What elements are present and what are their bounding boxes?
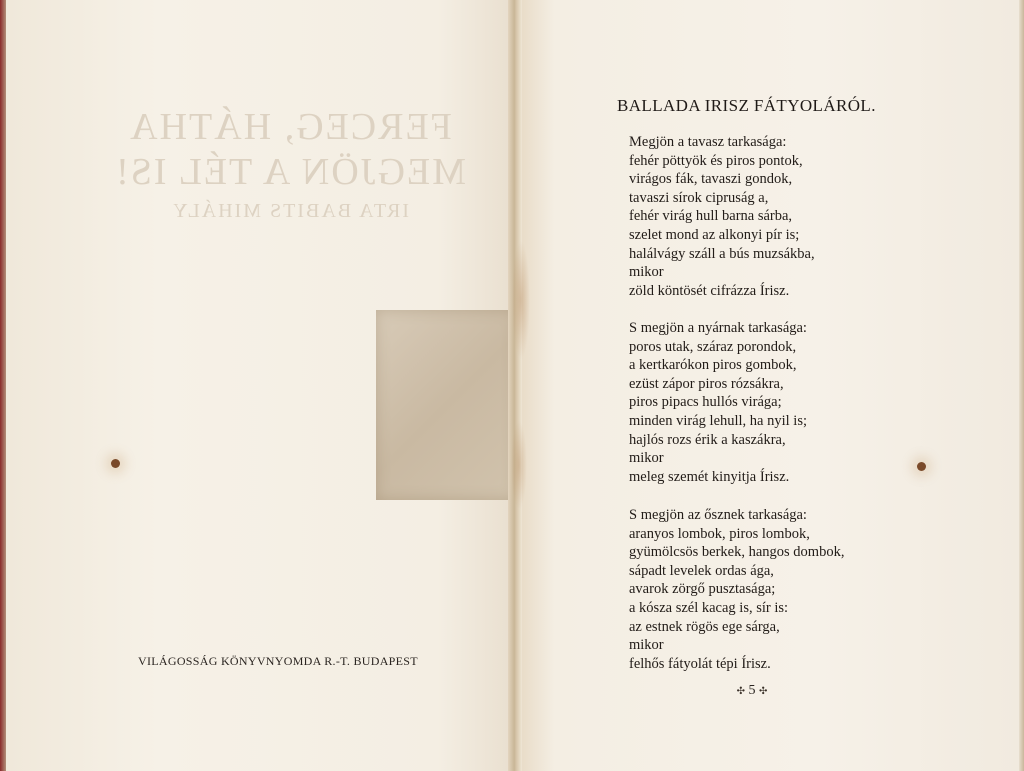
pinhole-left	[111, 459, 120, 468]
show-through-text-1: FERCEG, HÁTHA	[128, 106, 452, 148]
ornament-icon: ✣	[736, 686, 745, 697]
page-number-value: 5	[748, 683, 756, 698]
pinhole-right	[917, 462, 926, 471]
verse-line: Megjön a tavasz tarkasága:	[629, 134, 787, 150]
paper-stain-patch	[376, 310, 516, 500]
ornament-icon: ✣	[759, 686, 768, 697]
verse-line: minden virág lehull, ha nyil is;	[629, 412, 808, 429]
verse-line: a kósza szél kacag is, sír is:	[629, 599, 789, 616]
show-through-text-2: MEGJÖN A TÉL IS!	[114, 151, 466, 193]
verse-line: sápadt levelek ordas ága,	[629, 562, 774, 579]
show-through-text-3: IRTA BABITS MIHÁLY	[171, 200, 409, 222]
verse-line: fehér virág hull barna sárba,	[629, 208, 793, 225]
verse-line: zöld köntösét cifrázza Írisz.	[629, 282, 790, 299]
verse-line: piros pipacs hullós virága;	[629, 394, 782, 411]
verse-line: hajlós rozs érik a kaszákra,	[629, 431, 786, 448]
verse-line: tavaszi sírok cipruság a,	[629, 189, 769, 206]
stanza	[629, 319, 899, 486]
page-number	[722, 683, 782, 699]
verse-line: mikor	[629, 450, 664, 467]
verse-line: ezüst zápor piros rózsákra,	[629, 375, 784, 392]
verse-line: S megjön a nyárnak tarkasága:	[629, 320, 807, 336]
verse-line: az estnek rögös ege sárga,	[629, 618, 780, 635]
verse-line: poros utak, száraz porondok,	[629, 338, 797, 355]
verse-line: virágos fák, tavaszi gondok,	[629, 171, 793, 188]
stanza	[629, 506, 899, 673]
foxing-spot	[511, 420, 527, 510]
verse-line: szelet mond az alkonyi pír is;	[629, 226, 800, 243]
verse-line: avarok zörgő pusztasága;	[629, 581, 776, 598]
verse-line: fehér pöttyök és piros pontok,	[629, 152, 803, 169]
verse-line: S megjön az ősznek tarkasága:	[629, 507, 807, 523]
verse-line: meleg szemét kinyitja Írisz.	[629, 468, 790, 485]
book-edge-right	[1019, 0, 1024, 771]
verse-line: gyümölcsös berkek, hangos dombok,	[629, 544, 845, 561]
stanza	[629, 133, 899, 300]
poem-title: BALLADA IRISZ FÁTYOLÁRÓL.	[617, 96, 876, 115]
verse-line: mikor	[629, 637, 664, 654]
verse-line: mikor	[629, 264, 664, 281]
verse-line: a kertkarókon piros gombok,	[629, 357, 797, 374]
verse-line: halálvágy száll a bús muzsákba,	[629, 245, 815, 262]
foxing-spot	[512, 240, 530, 360]
printer-imprint: VILÁGOSSÁG KÖNYVNYOMDA R.-T. BUDAPEST	[138, 654, 418, 668]
verse-line: aranyos lombok, piros lombok,	[629, 525, 810, 542]
book-gutter	[508, 0, 522, 771]
verse-line: felhős fátyolát tépi Írisz.	[629, 655, 771, 672]
